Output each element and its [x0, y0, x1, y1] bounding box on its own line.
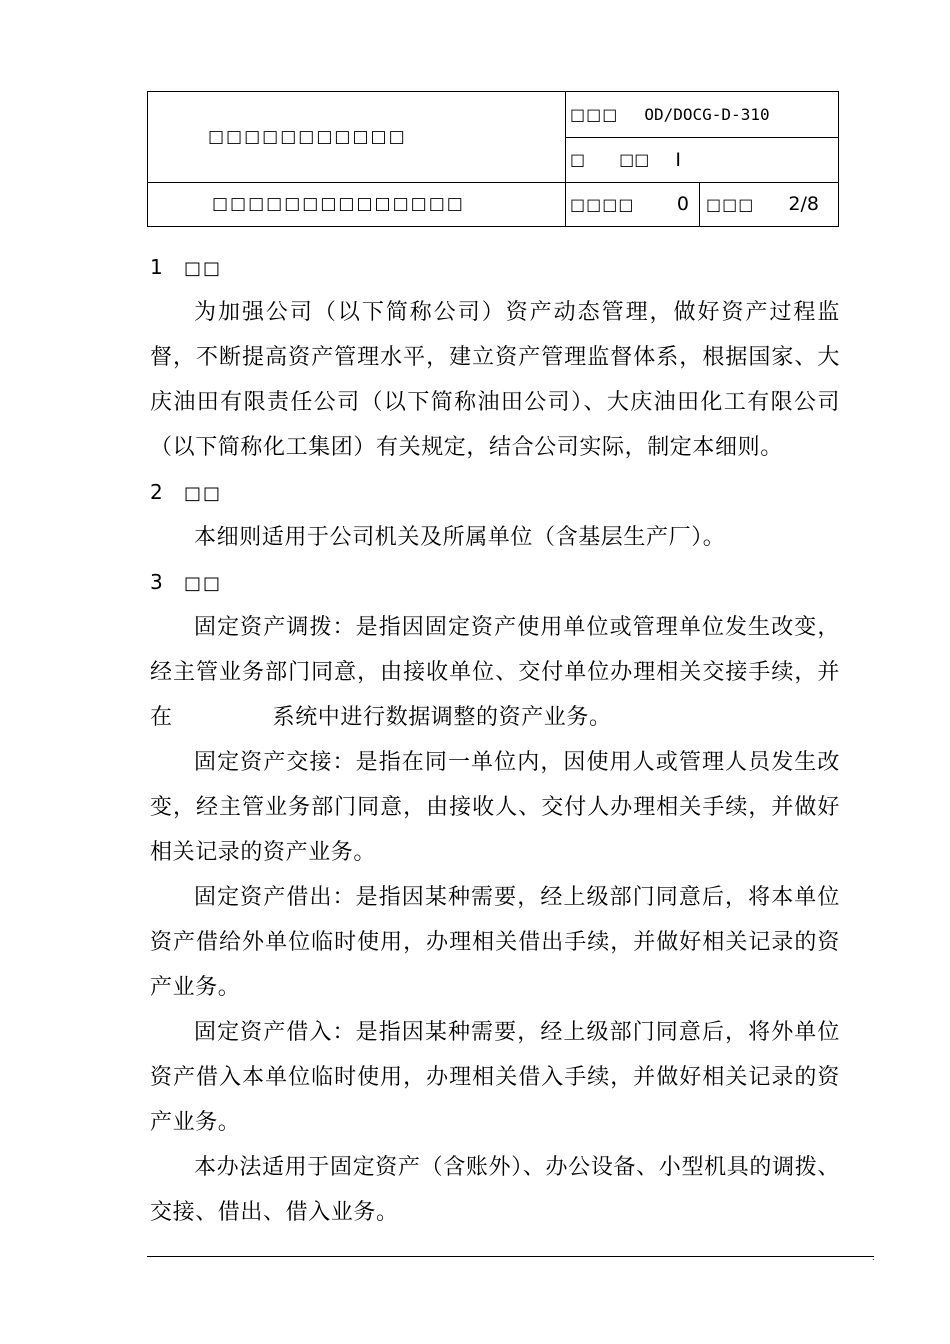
document-body [150, 245, 840, 1235]
header-table [147, 91, 839, 227]
paragraph-part: 固定资产调拨：是指因固定资产使用单位或管理单位发生改变，经主管业务部门同意，由接收单位、交付单位办理相关交接手续，并在 [150, 615, 840, 730]
paragraph: 为加强公司（以下简称公司）资产动态管理，做好资产过程监督，不断提高资产管理水平，建立资产管理监督体系，根据国家、大庆油田有限责任公司（以下简称油田公司）、大庆油田化工有限公司（以下简称化工集团）有关规定，结合公司实际，制定本细则。 [150, 300, 840, 460]
revision-cell [570, 182, 695, 226]
document-title: □□□□□□□□□□□ [208, 127, 407, 147]
page-cell [706, 182, 831, 226]
document-subtitle: □□□□□□□□□□□□□□ [212, 194, 465, 214]
footer-rule [147, 1256, 874, 1257]
section-number: 1 [150, 255, 164, 279]
paragraph [150, 605, 840, 740]
paragraph: 本细则适用于公司机关及所属单位（含基层生产厂）。 [194, 525, 726, 550]
revision-value: 0 [676, 193, 689, 215]
version-value: I [675, 148, 681, 171]
paragraph-part: 系统中进行数据调整的资产业务。 [272, 705, 612, 730]
section-number: 2 [150, 480, 164, 504]
document-version [570, 137, 681, 182]
section-title: □□ [184, 483, 223, 504]
page-value: 2/8 [788, 193, 819, 215]
document-code [570, 92, 770, 137]
revision-label: □□□□ [570, 194, 635, 214]
section-title: □□ [184, 258, 223, 279]
footer-mark: . [872, 1253, 875, 1262]
version-label-b: □□ [619, 150, 650, 169]
section-heading-1 [150, 245, 840, 290]
document-code-value: OD/DOCG-D-310 [644, 105, 770, 124]
section-heading-2 [150, 470, 840, 515]
paragraph: 固定资产借出：是指因某种需要，经上级部门同意后，将本单位资产借给外单位临时使用，办理相关借出手续，并做好相关记录的资产业务。 [150, 885, 840, 1000]
paragraph: 本办法适用于固定资产（含账外）、办公设备、小型机具的调拨、交接、借出、借入业务。 [150, 1155, 840, 1225]
section-heading-3 [150, 560, 840, 605]
section-number: 3 [150, 570, 164, 594]
paragraph: 固定资产交接：是指在同一单位内，因使用人或管理人员发生改变，经主管业务部门同意，由接收人、交付人办理相关手续，并做好相关记录的资产业务。 [150, 750, 840, 865]
page-label: □□□ [706, 194, 755, 214]
document-code-label: □□□ [570, 105, 619, 124]
section-title: □□ [184, 573, 223, 594]
version-label-a: □ [570, 150, 586, 169]
paragraph: 固定资产借入：是指因某种需要，经上级部门同意后，将外单位资产借入本单位临时使用，办理相关借入手续，并做好相关记录的资产业务。 [150, 1020, 840, 1135]
